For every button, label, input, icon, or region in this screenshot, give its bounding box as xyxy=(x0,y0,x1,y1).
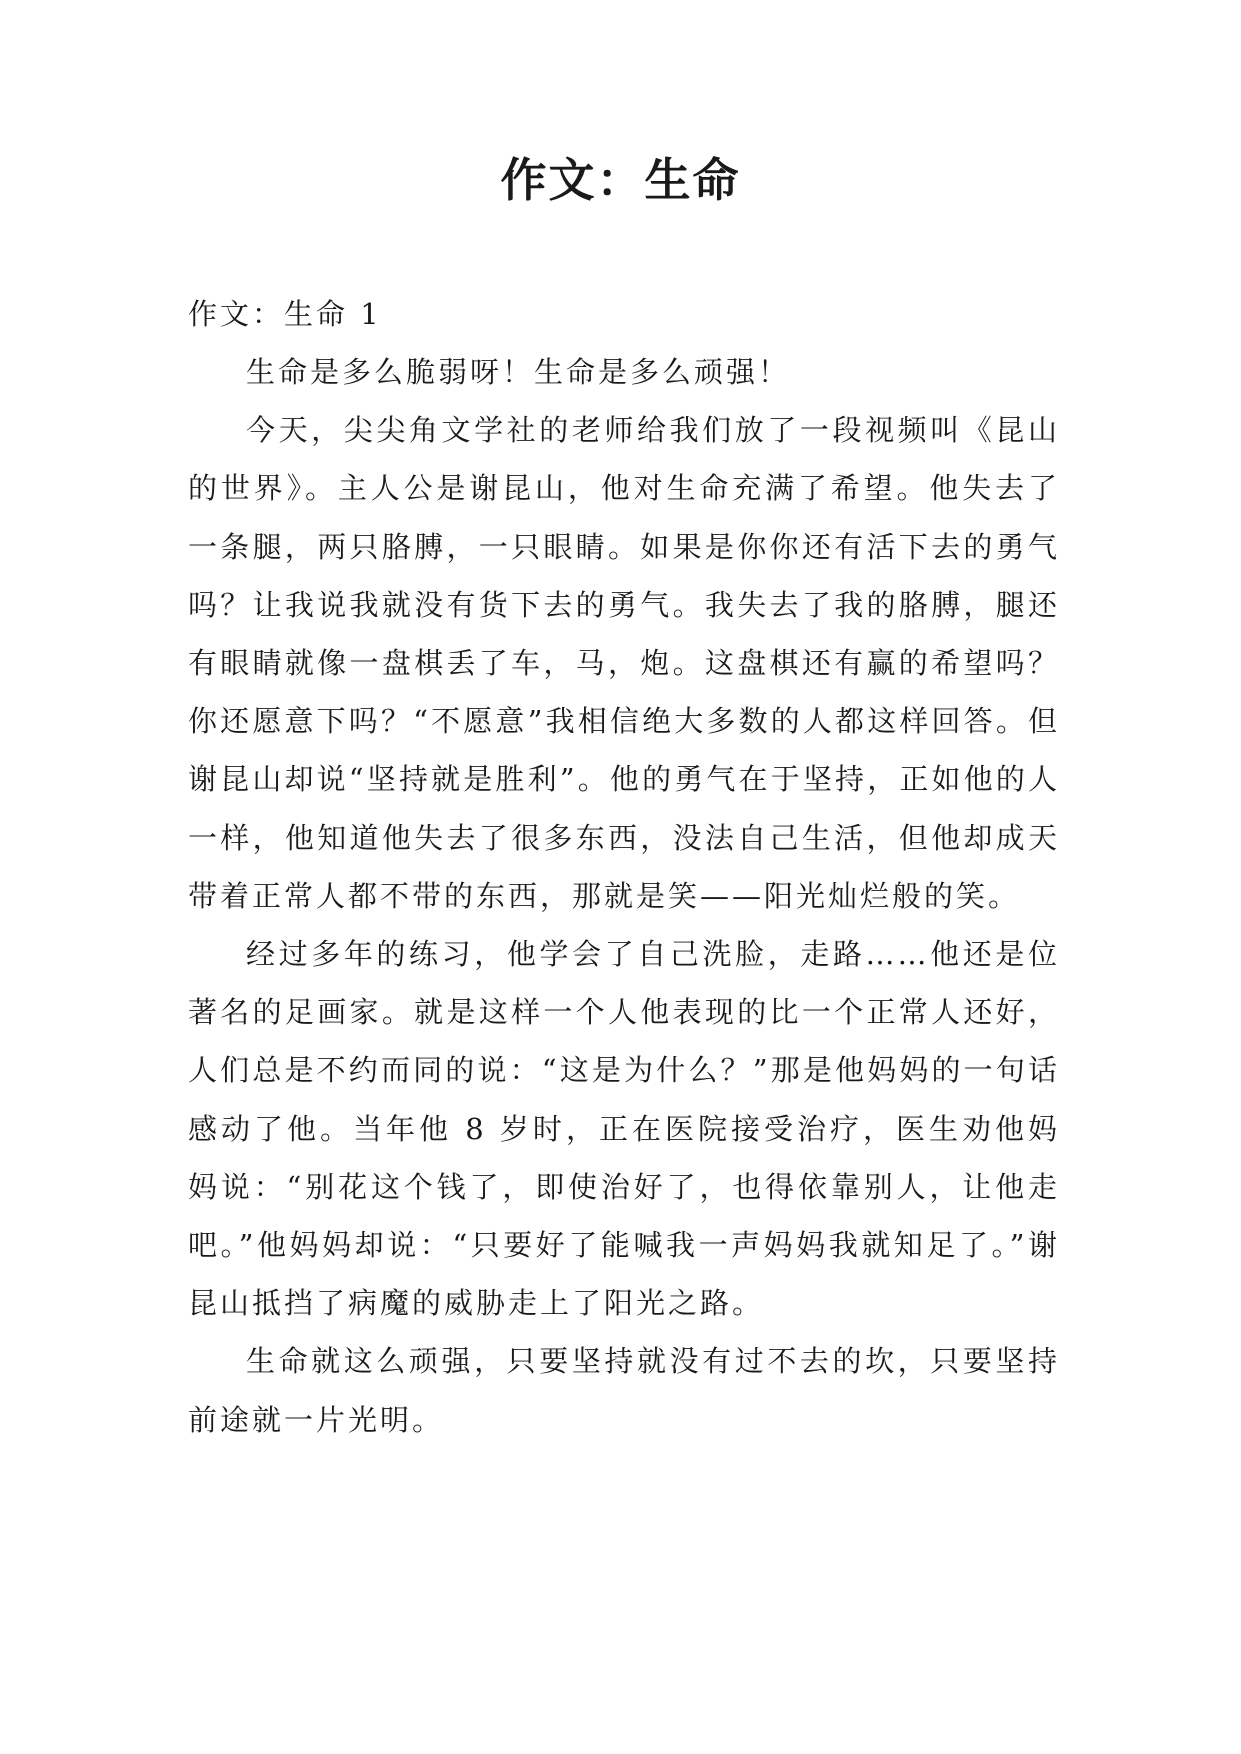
document-body xyxy=(188,285,1060,1449)
essay-heading: 作文：生命 1 xyxy=(188,297,382,331)
paragraph-3: 经过多年的练习，他学会了自己洗脸，走路……他还是位著名的足画家。就是这样一个人他表现的比一个正常人还好，人们总是不约而同的说：“这是为什么？”那是他妈妈的一句话感动了他。当年他 8 岁时，正在医院接受治疗，医生劝他妈妈说：“别花这个钱了，即使治好了，也得依靠别人，让他走吧。”他妈妈却说：“只要好了能喊我一声妈妈我就知足了。”谢昆山抵挡了病魔的威胁走上了阳光之路。 xyxy=(188,937,1060,1321)
paragraph-4: 生命就这么顽强，只要坚持就没有过不去的坎，只要坚持前途就一片光明。 xyxy=(188,1344,1060,1437)
paragraph-1: 生命是多么脆弱呀！生命是多么顽强！ xyxy=(246,355,791,389)
paragraph-2: 今天，尖尖角文学社的老师给我们放了一段视频叫《昆山的世界》。主人公是谢昆山，他对生命充满了希望。他失去了一条腿，两只胳膊，一只眼睛。如果是你你还有活下去的勇气吗？让我说我就没有货下去的勇气。我失去了我的胳膊，腿还有眼睛就像一盘棋丢了车，马，炮。这盘棋还有赢的希望吗？你还愿意下吗？“不愿意”我相信绝大多数的人都这样回答。但谢昆山却说“坚持就是胜利”。他的勇气在于坚持，正如他的人一样，他知道他失去了很多东西，没法自己生活，但他却成天带着正常人都不带的东西，那就是笑——阳光灿烂般的笑。 xyxy=(188,413,1060,913)
document-title: 作文：生命 xyxy=(500,153,741,207)
